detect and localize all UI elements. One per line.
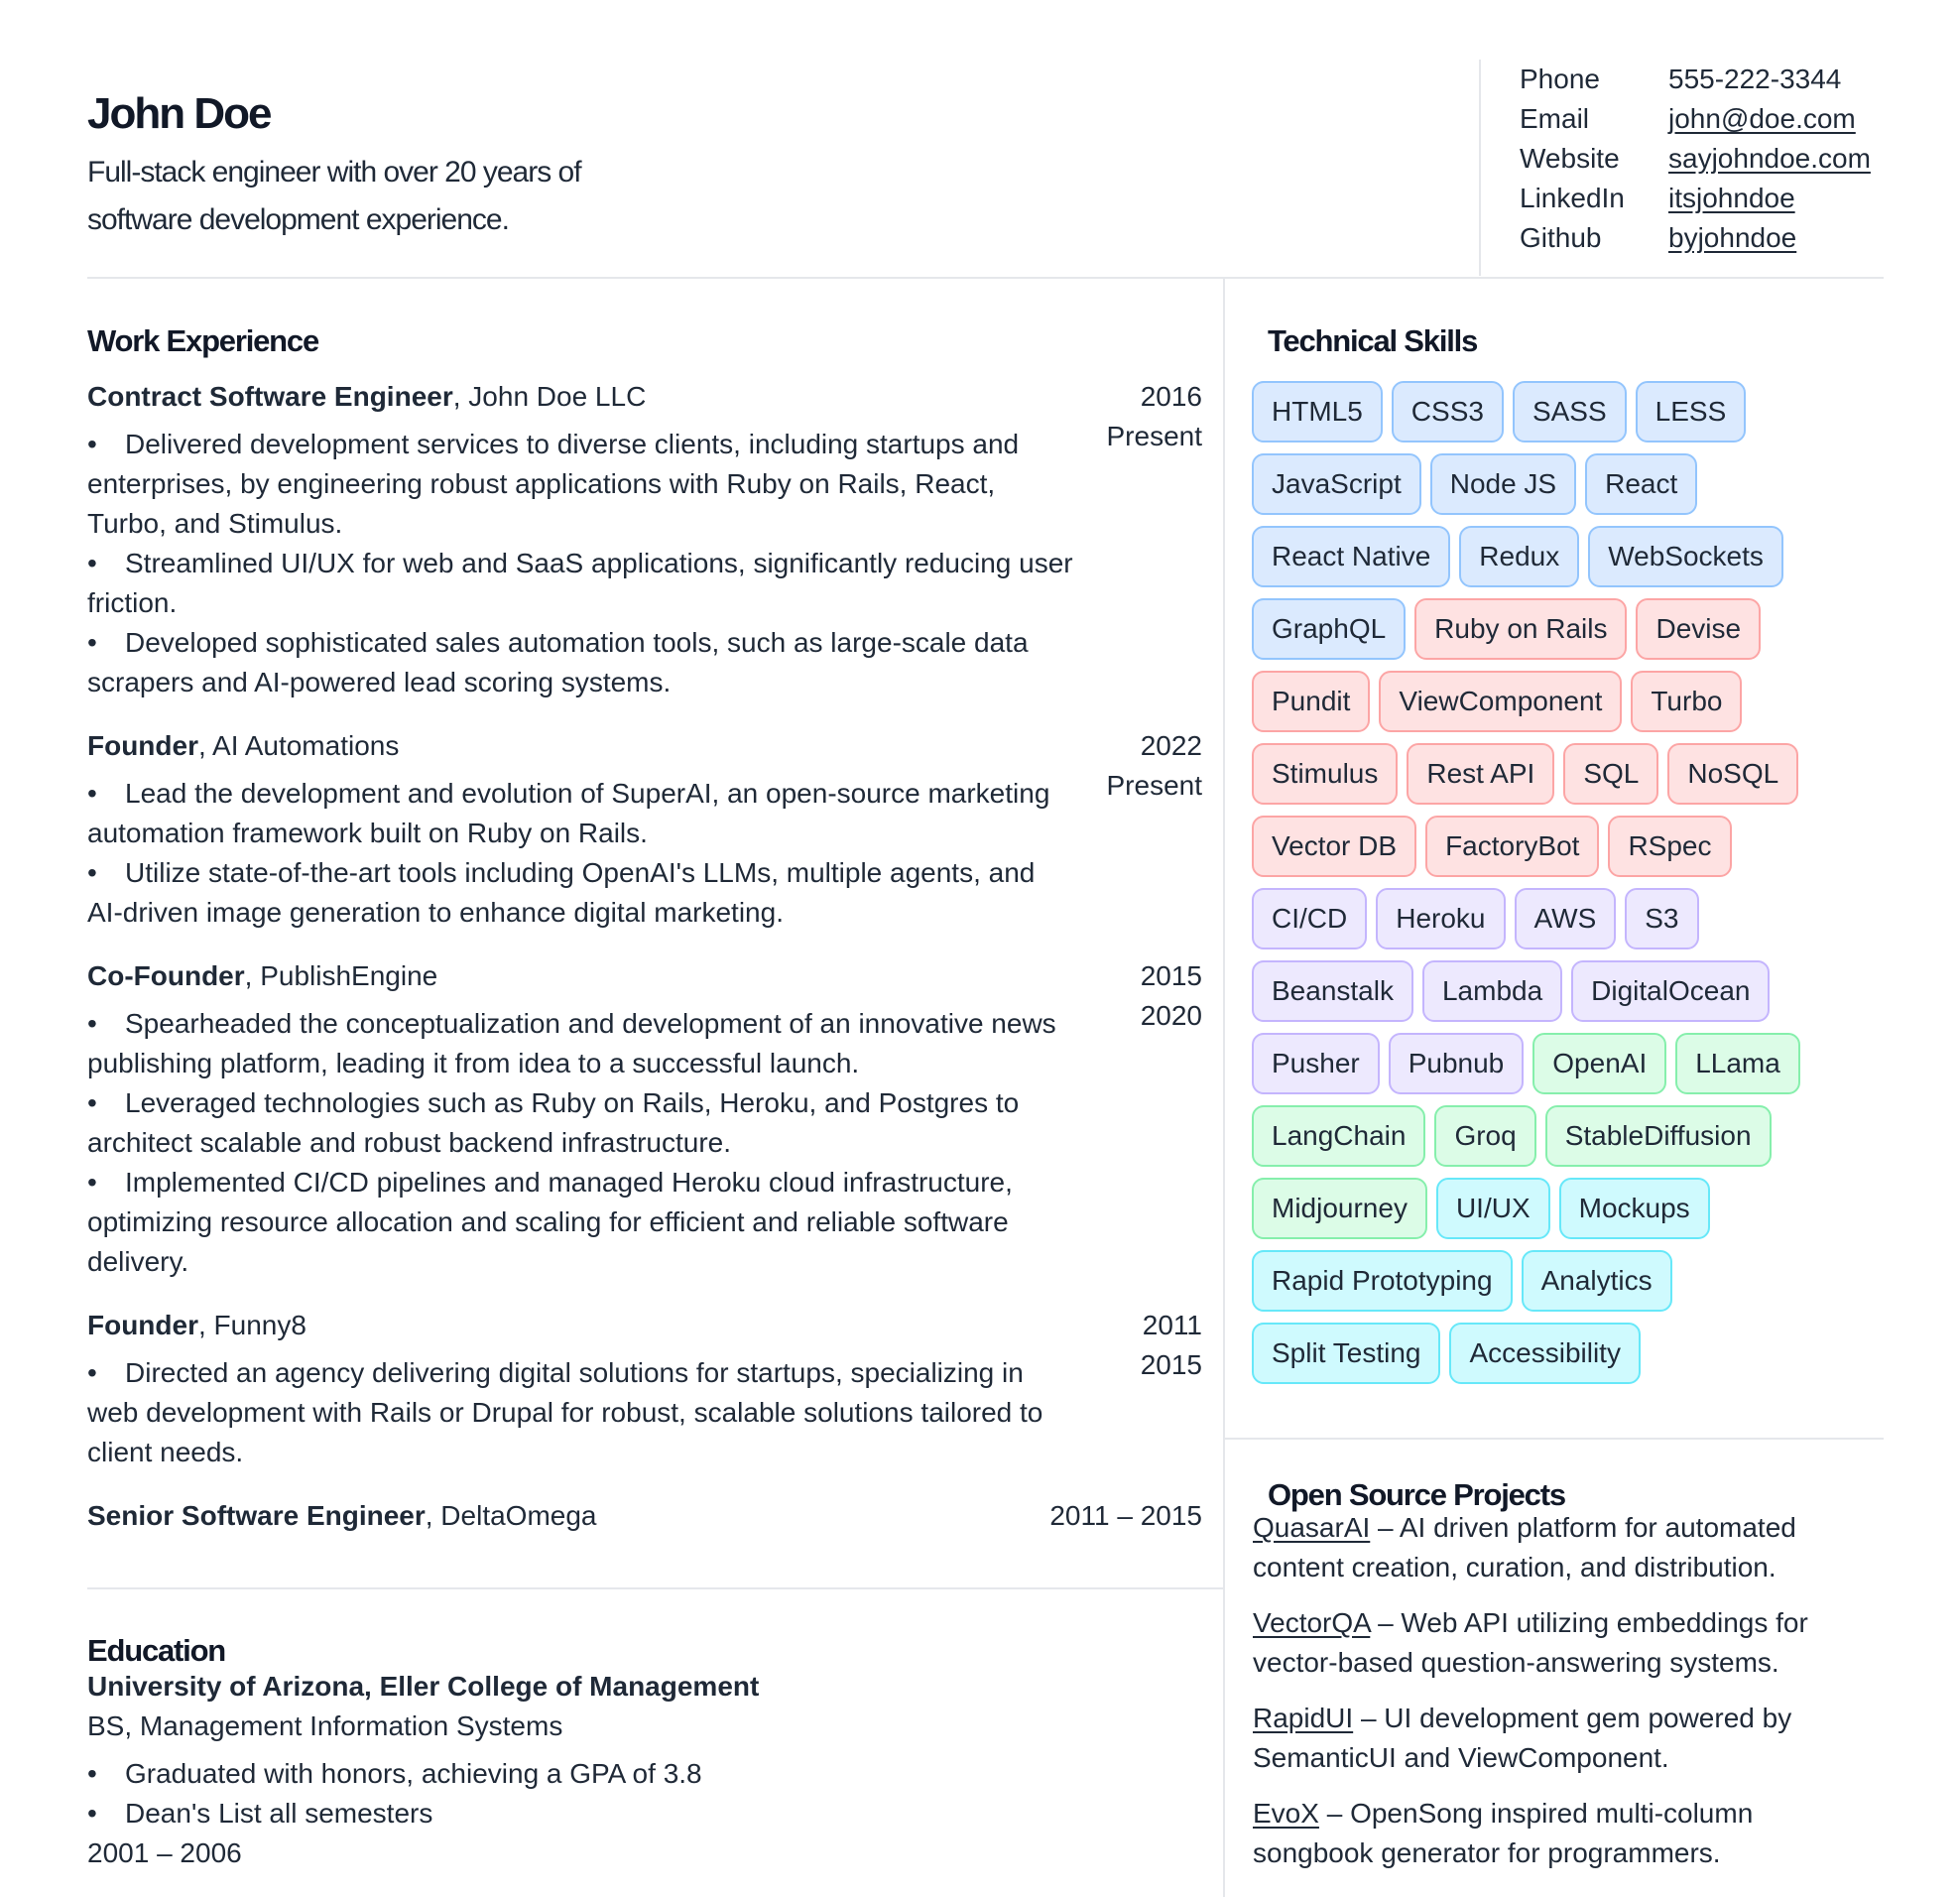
work-experience-list bbox=[87, 377, 1202, 1560]
skill-tag-devise: Devise bbox=[1636, 598, 1761, 660]
job-bullet-text: Utilize state-of-the-art tools including OpenAI's LLMs, multiple agents, and AI-driven image generation to enhance digital marketing. bbox=[87, 857, 1036, 928]
skill-tag-split-testing: Split Testing bbox=[1252, 1323, 1440, 1384]
contact-website-value[interactable]: sayjohndoe.com bbox=[1668, 143, 1871, 174]
job-bullet-text: Spearheaded the conceptualization and development of an innovative news publishing platform, leading it from idea to a successful launch. bbox=[87, 1008, 1056, 1078]
skill-tag-react-native: React Native bbox=[1252, 526, 1450, 587]
skill-tag-html5: HTML5 bbox=[1252, 381, 1383, 443]
bullet-dot-icon: • bbox=[87, 778, 97, 809]
job-company: , DeltaOmega bbox=[425, 1500, 597, 1531]
contact-row-github bbox=[1520, 218, 1871, 258]
job-bullet-text: Implemented CI/CD pipelines and managed Heroku cloud infrastructure, optimizing resource allocation and scaling for efficient and reliable software delivery. bbox=[87, 1167, 1013, 1277]
skill-tag-turbo: Turbo bbox=[1631, 671, 1742, 732]
skill-tag-beanstalk: Beanstalk bbox=[1252, 960, 1413, 1022]
skill-tag-midjourney: Midjourney bbox=[1252, 1178, 1427, 1239]
skill-tag-mockups: Mockups bbox=[1559, 1178, 1710, 1239]
skill-tag-s3: S3 bbox=[1625, 888, 1698, 949]
bullet-dot-icon: • bbox=[87, 429, 97, 459]
skill-tag-less: LESS bbox=[1636, 381, 1747, 443]
skills-projects-divider bbox=[1225, 1438, 1884, 1440]
bullet-dot-icon: • bbox=[87, 1357, 97, 1388]
skill-tag-stimulus: Stimulus bbox=[1252, 743, 1398, 805]
job-entry bbox=[87, 1496, 1202, 1536]
skill-tag-sql: SQL bbox=[1563, 743, 1658, 805]
project-description: – UI development gem powered by SemanticUI and ViewComponent. bbox=[1253, 1703, 1792, 1773]
project-link-quasarai[interactable]: QuasarAI bbox=[1253, 1512, 1371, 1543]
job-bullet bbox=[87, 1083, 1074, 1163]
job-bullet bbox=[87, 544, 1074, 623]
job-date: Present bbox=[1106, 770, 1202, 801]
job-bullets bbox=[87, 425, 1074, 702]
bullet-dot-icon: • bbox=[87, 627, 97, 658]
project-link-rapidui[interactable]: RapidUI bbox=[1253, 1703, 1354, 1733]
job-heading bbox=[87, 1306, 1079, 1345]
skill-tag-rspec: RSpec bbox=[1608, 816, 1731, 877]
contact-label: Github bbox=[1520, 222, 1602, 253]
skills-tag-cloud bbox=[1252, 381, 1847, 1395]
job-entry bbox=[87, 377, 1202, 702]
skill-tag-accessibility: Accessibility bbox=[1449, 1323, 1640, 1384]
education-degree: BS, Management Information Systems bbox=[87, 1710, 563, 1741]
education-bullets bbox=[87, 1754, 759, 1834]
skill-tag-openai: OpenAI bbox=[1532, 1033, 1666, 1094]
bullet-dot-icon: • bbox=[87, 1167, 97, 1198]
skill-tag-factorybot: FactoryBot bbox=[1425, 816, 1599, 877]
job-date: 2020 bbox=[1140, 1000, 1202, 1031]
contact-row-email bbox=[1520, 99, 1871, 139]
contact-label: Website bbox=[1520, 143, 1620, 174]
skill-tag-websockets: WebSockets bbox=[1588, 526, 1783, 587]
job-title: Contract Software Engineer bbox=[87, 381, 453, 412]
skill-tag-llama: LLama bbox=[1675, 1033, 1800, 1094]
job-bullets bbox=[87, 1004, 1074, 1282]
job-title: Founder bbox=[87, 730, 198, 761]
project-link-vectorqa[interactable]: VectorQA bbox=[1253, 1607, 1371, 1638]
skill-tag-pusher: Pusher bbox=[1252, 1033, 1380, 1094]
technical-skills-heading: Technical Skills bbox=[1268, 323, 1478, 358]
job-heading bbox=[87, 377, 1079, 417]
job-title: Senior Software Engineer bbox=[87, 1500, 426, 1531]
bullet-dot-icon: • bbox=[87, 1008, 97, 1039]
job-entry bbox=[87, 1306, 1202, 1472]
job-date: 2011 – 2015 bbox=[1049, 1500, 1202, 1531]
job-entry bbox=[87, 726, 1202, 933]
project-item bbox=[1253, 1603, 1868, 1683]
job-bullet bbox=[87, 623, 1074, 702]
project-item bbox=[1253, 1794, 1868, 1873]
job-company: , Funny8 bbox=[198, 1310, 306, 1340]
education-section bbox=[87, 1667, 759, 1873]
skill-tag-redux: Redux bbox=[1459, 526, 1579, 587]
skill-tag-groq: Groq bbox=[1434, 1105, 1535, 1167]
job-bullets bbox=[87, 774, 1074, 933]
contact-list bbox=[1520, 60, 1871, 258]
project-description: – Web API utilizing embeddings for vector-based question-answering systems. bbox=[1253, 1607, 1808, 1678]
skill-tag-langchain: LangChain bbox=[1252, 1105, 1425, 1167]
job-title: Founder bbox=[87, 1310, 198, 1340]
job-company: , AI Automations bbox=[198, 730, 400, 761]
education-bullet: • Dean's List all semesters bbox=[87, 1794, 759, 1834]
job-date: 2016 bbox=[1140, 381, 1202, 412]
job-heading bbox=[87, 956, 1079, 996]
job-bullet bbox=[87, 425, 1074, 544]
skill-tag-rapid-prototyping: Rapid Prototyping bbox=[1252, 1250, 1513, 1312]
skill-tag-javascript: JavaScript bbox=[1252, 453, 1421, 515]
skill-tag-ruby-on-rails: Ruby on Rails bbox=[1414, 598, 1627, 660]
column-divider bbox=[1223, 279, 1225, 1897]
skill-tag-ui-ux: UI/UX bbox=[1436, 1178, 1550, 1239]
bullet-dot-icon: • bbox=[87, 548, 97, 578]
skill-tag-stablediffusion: StableDiffusion bbox=[1545, 1105, 1772, 1167]
projects-list bbox=[1253, 1508, 1868, 1889]
job-bullet bbox=[87, 1353, 1074, 1472]
job-bullet bbox=[87, 774, 1074, 853]
job-title: Co-Founder bbox=[87, 960, 245, 991]
job-date: 2022 bbox=[1140, 730, 1202, 761]
skill-tag-heroku: Heroku bbox=[1376, 888, 1505, 949]
job-bullet bbox=[87, 1004, 1074, 1083]
job-date: 2015 bbox=[1140, 1349, 1202, 1380]
job-bullet bbox=[87, 1163, 1074, 1282]
candidate-tagline: Full-stack engineer with over 20 years of software development experience. bbox=[87, 156, 581, 236]
resume-header bbox=[87, 60, 1884, 276]
bullet-dot-icon: • bbox=[87, 1798, 97, 1829]
skill-tag-lambda: Lambda bbox=[1422, 960, 1562, 1022]
contact-row-phone bbox=[1520, 60, 1871, 99]
bullet-dot-icon: • bbox=[87, 1758, 97, 1789]
job-company: , PublishEngine bbox=[244, 960, 438, 991]
job-bullet-text: Lead the development and evolution of SuperAI, an open-source marketing automation framework built on Ruby on Rails. bbox=[87, 778, 1050, 848]
project-item bbox=[1253, 1508, 1868, 1587]
job-bullet-text: Leveraged technologies such as Ruby on Rails, Heroku, and Postgres to architect scalable and robust backend infrastructure. bbox=[87, 1087, 1020, 1158]
skill-tag-ci-cd: CI/CD bbox=[1252, 888, 1367, 949]
project-description: – AI driven platform for automated content creation, curation, and distribution. bbox=[1253, 1512, 1796, 1582]
education-dates: 2001 – 2006 bbox=[87, 1837, 242, 1868]
skill-tag-graphql: GraphQL bbox=[1252, 598, 1406, 660]
skill-tag-aws: AWS bbox=[1515, 888, 1617, 949]
skill-tag-react: React bbox=[1585, 453, 1697, 515]
project-item bbox=[1253, 1699, 1868, 1778]
skill-tag-digitalocean: DigitalOcean bbox=[1571, 960, 1770, 1022]
job-bullet-text: Developed sophisticated sales automation tools, such as large-scale data scrapers and AI-powered lead scoring systems. bbox=[87, 627, 1029, 697]
bullet-dot-icon: • bbox=[87, 857, 97, 888]
job-bullet bbox=[87, 853, 1074, 933]
skill-tag-analytics: Analytics bbox=[1522, 1250, 1672, 1312]
skill-tag-node-js: Node JS bbox=[1430, 453, 1576, 515]
contact-email-value[interactable]: john@doe.com bbox=[1668, 103, 1856, 134]
job-heading bbox=[87, 726, 1079, 766]
contact-divider bbox=[1479, 60, 1481, 276]
job-date: 2015 bbox=[1140, 960, 1202, 991]
job-date: Present bbox=[1106, 421, 1202, 451]
job-bullets bbox=[87, 1353, 1074, 1472]
job-bullet-text: Delivered development services to diverse clients, including startups and enterprises, by engineering robust applications with Ruby on Rails, React, Turbo, and Stimulus. bbox=[87, 429, 1020, 539]
candidate-name: John Doe bbox=[87, 89, 271, 138]
contact-label: LinkedIn bbox=[1520, 183, 1625, 213]
bullet-dot-icon: • bbox=[87, 1087, 97, 1118]
skill-tag-pundit: Pundit bbox=[1252, 671, 1370, 732]
job-bullet-text: Streamlined UI/UX for web and SaaS applications, significantly reducing user friction. bbox=[87, 548, 1073, 618]
contact-label: Phone bbox=[1520, 63, 1600, 94]
work-education-divider bbox=[87, 1587, 1223, 1589]
job-date: 2011 bbox=[1142, 1310, 1202, 1340]
contact-github-value[interactable]: byjohndoe bbox=[1668, 222, 1797, 253]
skill-tag-viewcomponent: ViewComponent bbox=[1379, 671, 1622, 732]
skill-tag-vector-db: Vector DB bbox=[1252, 816, 1416, 877]
job-company: , John Doe LLC bbox=[452, 381, 647, 412]
job-bullet-text: Directed an agency delivering digital solutions for startups, specializing in web development with Rails or Drupal for robust, scalable solutions tailored to client needs. bbox=[87, 1357, 1043, 1467]
work-experience-heading: Work Experience bbox=[87, 323, 318, 358]
contact-linkedin-value[interactable]: itsjohndoe bbox=[1668, 183, 1795, 213]
contact-row-website bbox=[1520, 139, 1871, 179]
contact-label: Email bbox=[1520, 103, 1590, 134]
education-school: University of Arizona, Eller College of Management bbox=[87, 1671, 760, 1702]
skill-tag-pubnub: Pubnub bbox=[1389, 1033, 1525, 1094]
skill-tag-css3: CSS3 bbox=[1392, 381, 1504, 443]
education-bullet: • Graduated with honors, achieving a GPA of 3.8 bbox=[87, 1754, 759, 1794]
contact-row-linkedin bbox=[1520, 179, 1871, 218]
project-link-evox[interactable]: EvoX bbox=[1253, 1798, 1319, 1829]
contact-phone-value: 555-222-3344 bbox=[1668, 63, 1842, 94]
open-source-projects-heading: Open Source Projects bbox=[1268, 1477, 1565, 1512]
job-entry bbox=[87, 956, 1202, 1282]
project-description: – OpenSong inspired multi-column songbook generator for programmers. bbox=[1253, 1798, 1754, 1868]
skill-tag-rest-api: Rest API bbox=[1407, 743, 1554, 805]
education-heading: Education bbox=[87, 1633, 226, 1668]
job-dates bbox=[1004, 1496, 1202, 1536]
job-heading bbox=[87, 1496, 1079, 1536]
skill-tag-sass: SASS bbox=[1513, 381, 1627, 443]
header-divider bbox=[87, 277, 1884, 279]
skill-tag-nosql: NoSQL bbox=[1667, 743, 1798, 805]
